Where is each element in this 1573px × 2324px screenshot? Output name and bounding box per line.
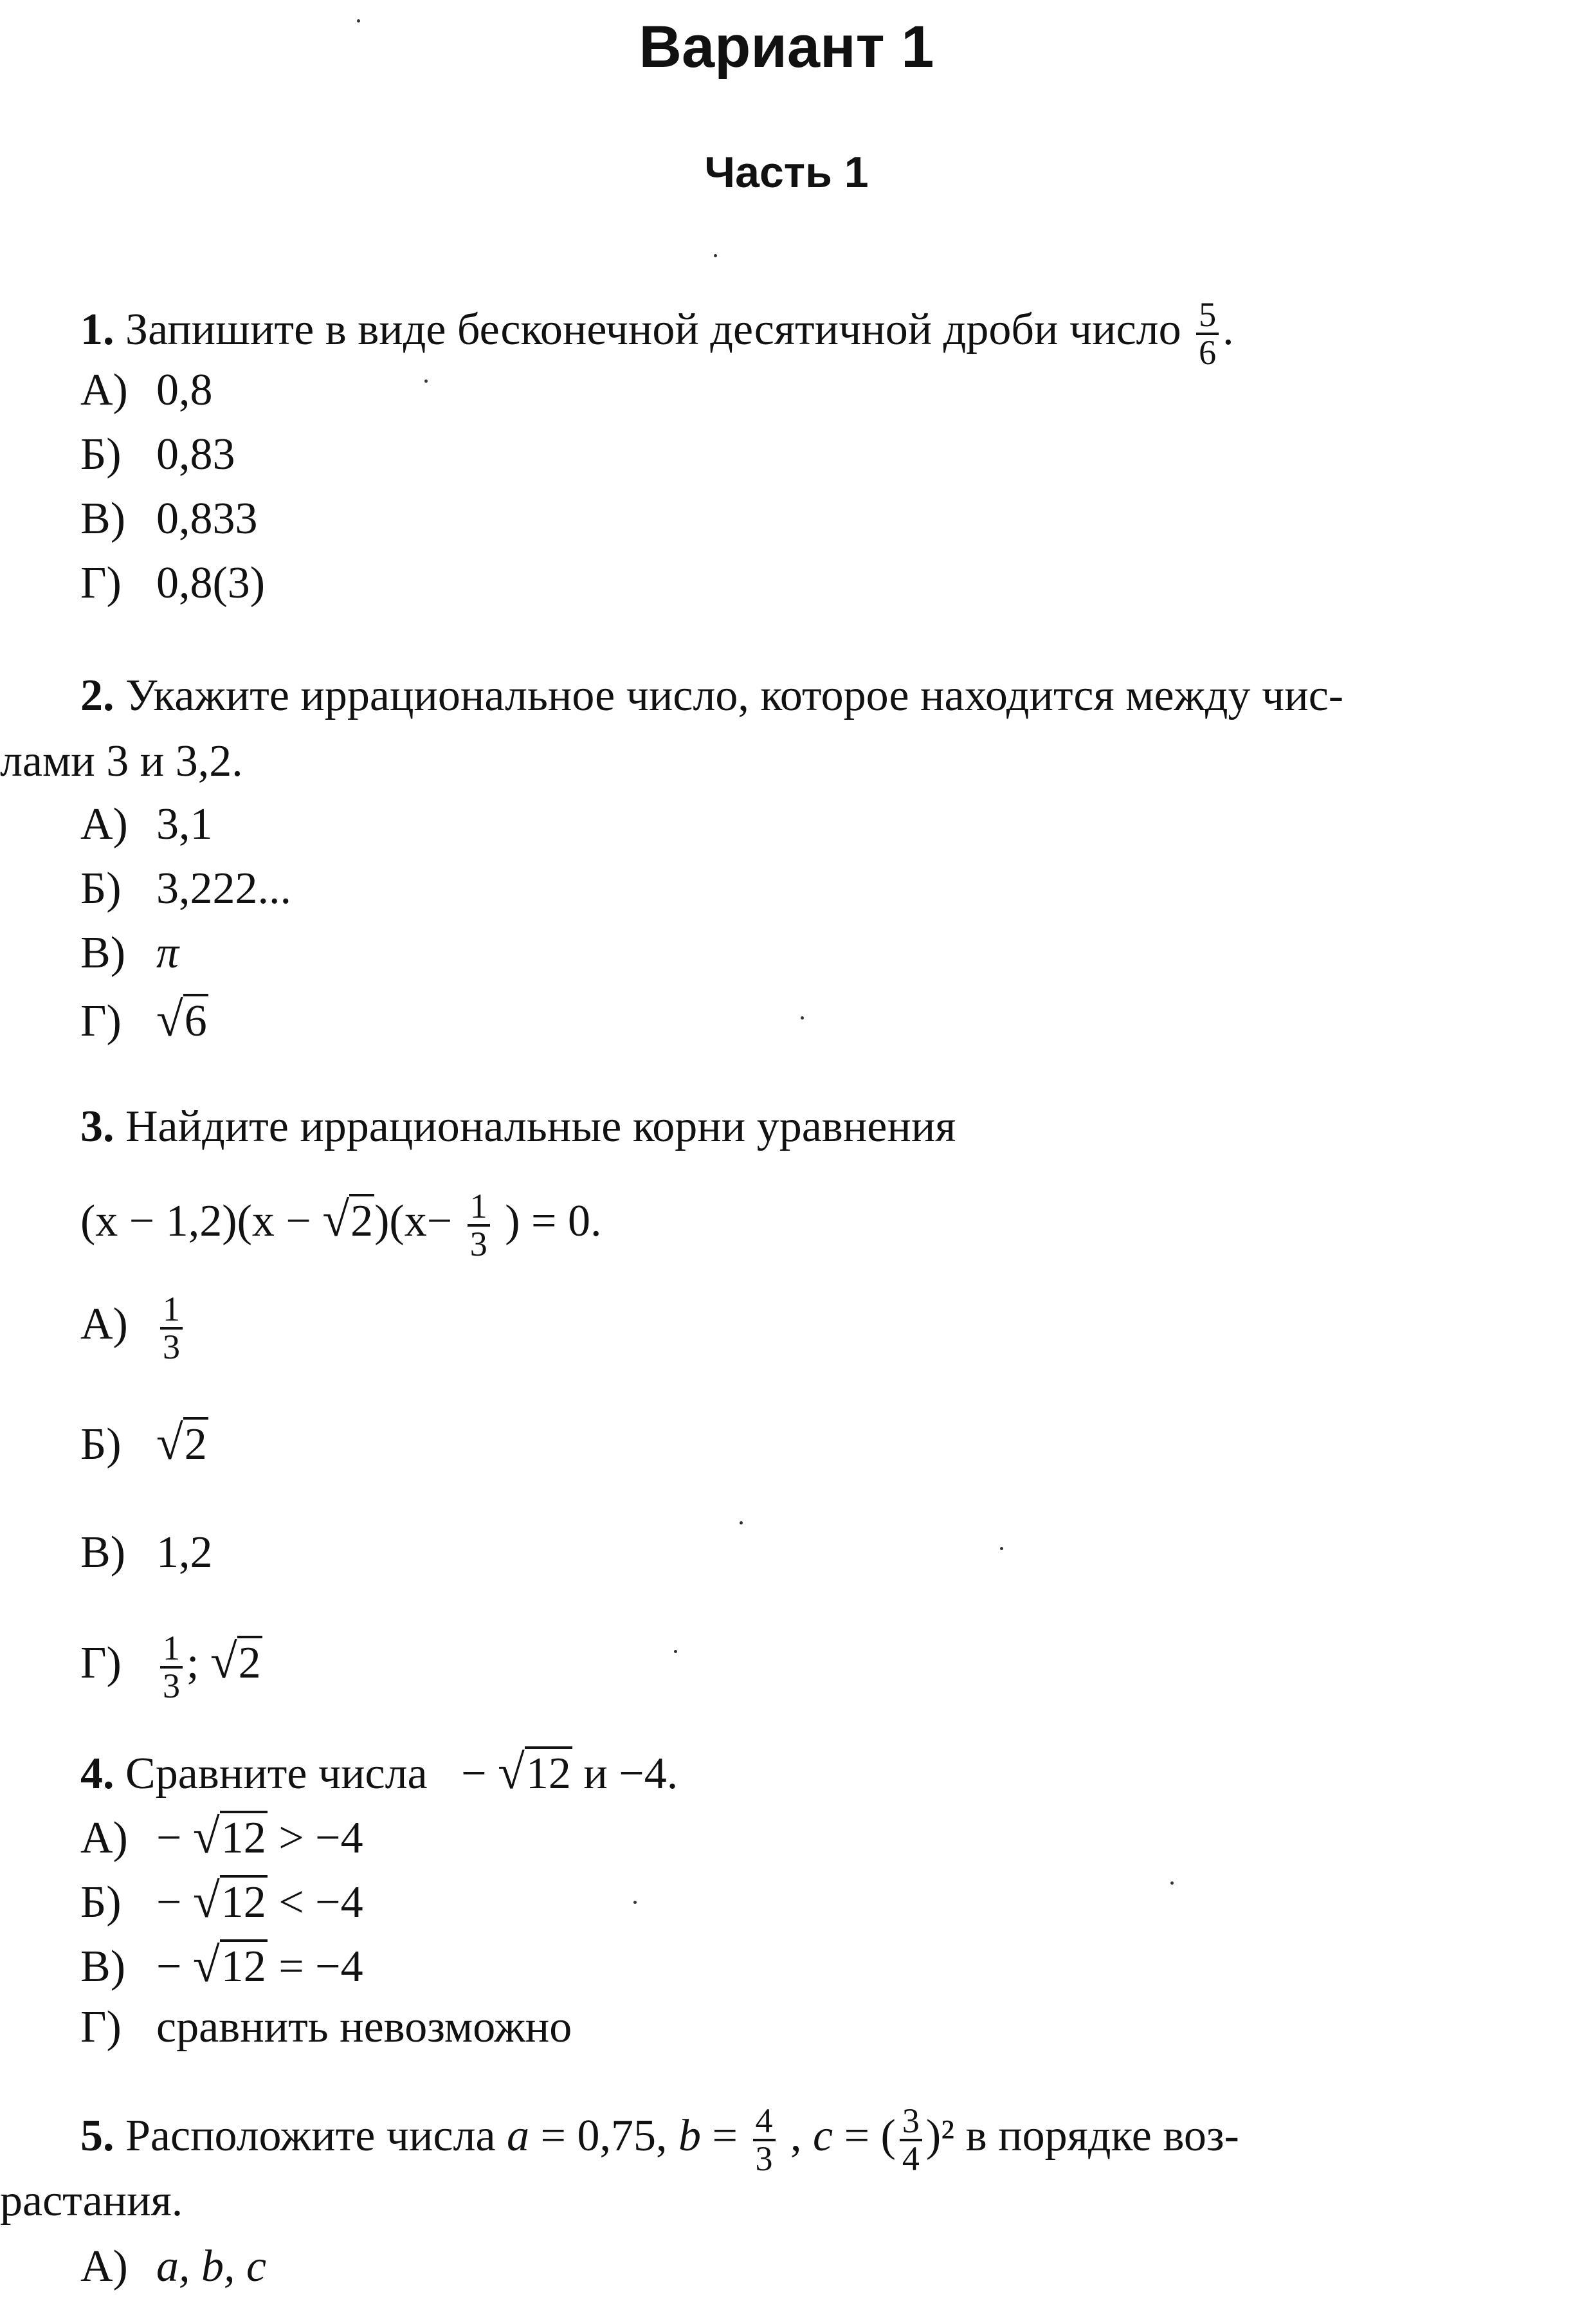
question-text-line-2: лами 3 и 3,2. (0, 737, 243, 786)
radicand: 6 (183, 994, 208, 1046)
fraction (468, 1189, 490, 1262)
option-value: 0,8 (156, 365, 213, 415)
question-tail: и −4. (583, 1749, 678, 1798)
radical-sign: √ (156, 993, 183, 1047)
fraction-numerator: 1 (468, 1189, 490, 1227)
radicand: 12 (220, 1939, 268, 1991)
question-text-end: в порядке воз- (954, 2111, 1239, 2161)
radical-sign: √ (210, 1634, 237, 1689)
answer-option[interactable] (80, 1631, 262, 1704)
question-text: Найдите иррациональные корни уравнения (125, 1102, 956, 1151)
variable-a: a (507, 2111, 530, 2161)
square-root (156, 1416, 208, 1470)
radical-sign: √ (156, 1416, 183, 1470)
fraction-denominator: 3 (163, 1667, 180, 1706)
square-root (498, 1745, 572, 1799)
option-label: Г) (80, 996, 122, 1046)
equation-part: ) = 0. (493, 1196, 602, 1247)
answer-option[interactable] (80, 798, 213, 852)
option-value: 3,222... (156, 864, 291, 913)
answer-option[interactable] (80, 1292, 186, 1365)
radicand: 12 (220, 1875, 268, 1927)
equation-part: (x − 1,2)(x − (80, 1196, 323, 1247)
answer-option[interactable] (80, 556, 265, 610)
option-value: 1,2 (156, 1528, 213, 1577)
option-label: Г) (80, 2002, 122, 2052)
question-2 (80, 669, 1343, 723)
radical-sign: √ (192, 1809, 220, 1863)
scan-speck (1000, 1547, 1003, 1550)
option-label: А) (80, 365, 128, 415)
minus-sign: − (461, 1749, 487, 1798)
question-number: 5. (80, 2111, 114, 2161)
fraction-denominator: 6 (1199, 333, 1217, 372)
option-value: 3,1 (156, 800, 213, 849)
option-label: В) (80, 494, 125, 544)
answer-option[interactable] (80, 2000, 572, 2054)
answer-option[interactable] (80, 1807, 363, 1866)
question-text: Сравните числа (125, 1749, 428, 1798)
radicand: 2 (349, 1194, 374, 1246)
scan-speck (424, 380, 428, 383)
fraction-numerator: 1 (160, 1631, 183, 1669)
square-root (322, 1193, 374, 1247)
answer-option[interactable] (80, 862, 291, 916)
answer-option[interactable] (80, 428, 235, 482)
answer-option[interactable] (80, 1414, 208, 1472)
option-label: Г) (80, 558, 122, 608)
fraction (160, 1631, 183, 1704)
fraction-denominator: 4 (902, 2139, 920, 2179)
question-text: Запишите в виде бесконечной десятичной дроби число (125, 305, 1181, 355)
fraction (1196, 297, 1219, 371)
answer-option[interactable] (80, 363, 213, 417)
option-value: 0,833 (156, 494, 258, 544)
option-suffix: < −4 (267, 1878, 363, 1927)
option-suffix: = −4 (267, 1942, 363, 1991)
option-suffix: > −4 (267, 1813, 363, 1863)
scan-speck (801, 1016, 804, 1020)
radicand: 12 (525, 1746, 572, 1798)
scan-speck (357, 19, 360, 23)
option-label: Г) (80, 1638, 122, 1688)
answer-option[interactable] (80, 2240, 266, 2294)
option-label: В) (80, 1528, 125, 1577)
answer-option[interactable] (80, 991, 208, 1049)
fraction-denominator: 3 (163, 1328, 180, 1367)
answer-option[interactable] (80, 1936, 363, 1995)
scan-speck (674, 1650, 677, 1653)
fraction (900, 2103, 922, 2177)
question-3 (80, 1100, 956, 1154)
separator: ; (186, 1638, 210, 1688)
page-subtitle: Часть 1 (704, 148, 869, 197)
fraction-numerator: 1 (160, 1292, 183, 1330)
answer-option[interactable] (80, 1872, 363, 1930)
option-label: А) (80, 800, 128, 849)
question-number: 1. (80, 305, 114, 355)
radicand: 2 (237, 1636, 262, 1688)
option-prefix: − (156, 1813, 193, 1863)
scan-speck (1170, 1881, 1174, 1885)
fraction-denominator: 3 (755, 2139, 773, 2179)
radical-sign: √ (192, 1874, 220, 1928)
question-text-line-1: Укажите иррациональное число, которое находится между чис- (125, 671, 1344, 720)
option-value: 0,83 (156, 430, 235, 479)
fraction (160, 1292, 183, 1365)
option-label: Б) (80, 864, 122, 913)
square-root (192, 1938, 268, 1992)
square-root (210, 1634, 262, 1689)
square-root (192, 1809, 268, 1863)
equation-part: )(x− (374, 1196, 464, 1247)
option-value: сравнить невозможно (156, 2002, 572, 2052)
option-label: А) (80, 1299, 128, 1350)
question-5 (80, 2103, 1239, 2177)
scan-speck (740, 1521, 743, 1524)
fraction-numerator: 4 (753, 2103, 776, 2141)
variable-b: b (678, 2111, 702, 2161)
question-number: 4. (80, 1749, 114, 1798)
question-text-line-2: растания. (0, 2176, 183, 2226)
question-1 (80, 297, 1234, 371)
square-root (192, 1874, 268, 1928)
fraction-numerator: 3 (900, 2103, 922, 2141)
page-title: Вариант 1 (639, 14, 934, 80)
radical-sign: √ (322, 1193, 350, 1247)
option-label: Б) (80, 1420, 122, 1469)
answer-option[interactable] (80, 926, 179, 980)
option-label: А) (80, 1813, 128, 1863)
question-end: . (1223, 305, 1234, 355)
option-value: 0,8(3) (156, 558, 266, 608)
fraction (753, 2103, 776, 2177)
fraction-numerator: 5 (1196, 297, 1219, 335)
radicand: 12 (220, 1811, 268, 1863)
equation (80, 1189, 602, 1262)
fraction-denominator: 3 (469, 1225, 487, 1264)
radicand: 2 (183, 1417, 208, 1469)
option-prefix: − (156, 1878, 193, 1927)
answer-option[interactable] (80, 492, 258, 546)
equals-sign: = (701, 2111, 749, 2161)
radical-sign: √ (498, 1745, 525, 1799)
question-4 (80, 1743, 678, 1802)
option-prefix: − (156, 1942, 193, 1991)
separator: , (779, 2111, 813, 2161)
option-label: Б) (80, 430, 122, 479)
equals-open: = ( (833, 2111, 896, 2161)
option-value: a, b, c (156, 2242, 267, 2291)
scan-speck (714, 254, 717, 257)
question-text: Расположите числа (125, 2111, 507, 2161)
option-label: Б) (80, 1878, 122, 1927)
question-number: 3. (80, 1102, 114, 1151)
option-label: В) (80, 1942, 125, 1991)
option-label: В) (80, 928, 125, 978)
scan-speck (633, 1901, 637, 1904)
square-root (156, 993, 208, 1047)
question-number: 2. (80, 671, 114, 720)
answer-option[interactable] (80, 1526, 213, 1580)
radical-sign: √ (192, 1938, 220, 1992)
option-value: π (156, 928, 179, 978)
option-label: А) (80, 2242, 128, 2291)
value-a: = 0,75, (529, 2111, 679, 2161)
variable-c: c (813, 2111, 833, 2161)
close-squared: )² (925, 2111, 955, 2161)
